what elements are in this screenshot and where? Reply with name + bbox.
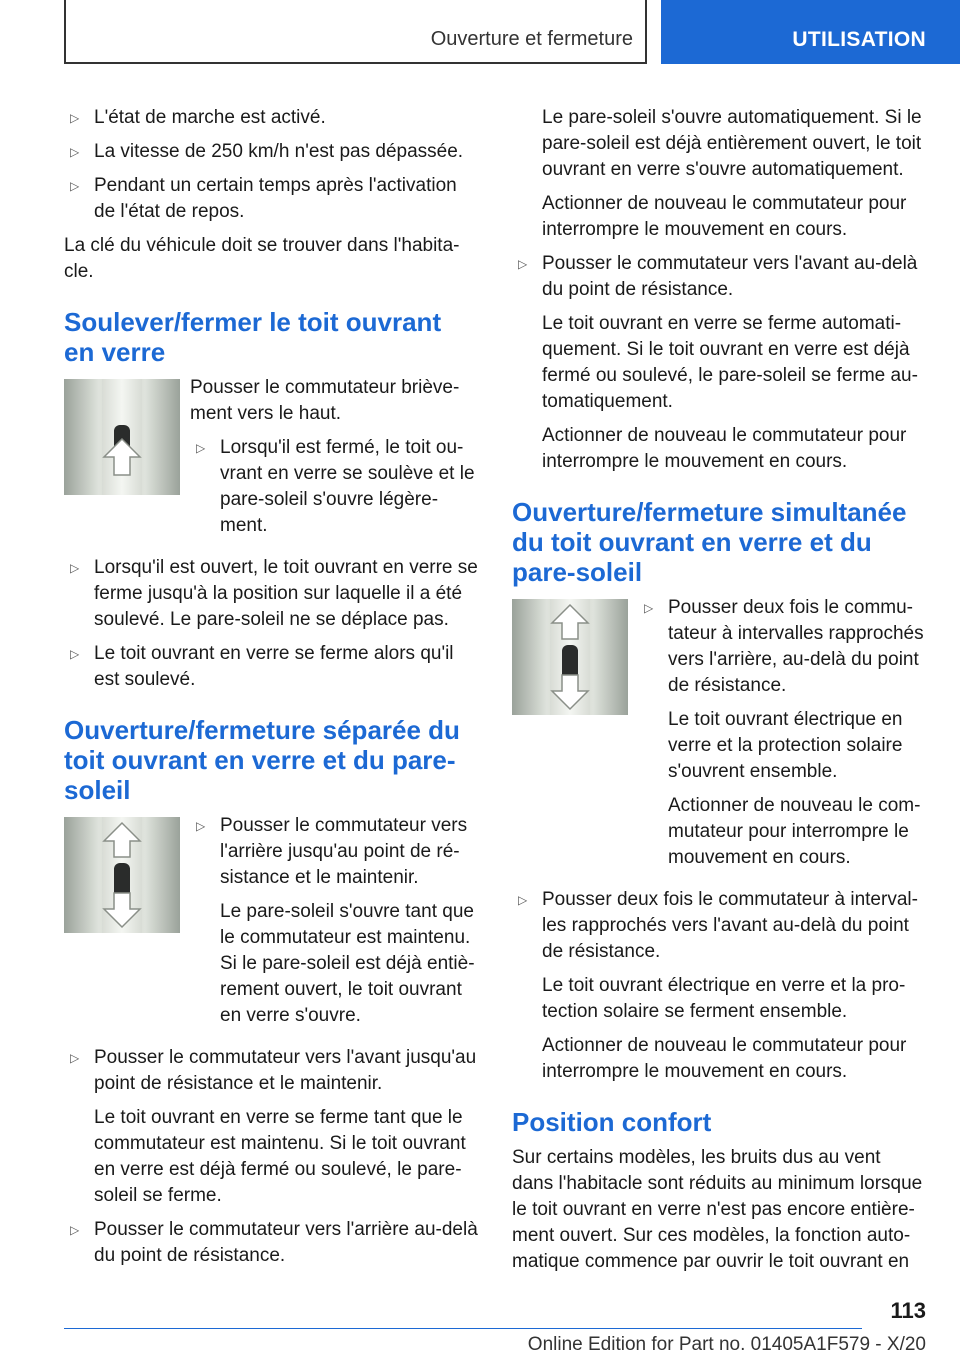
- figure-row: [64, 375, 478, 547]
- header-section-box: [64, 0, 647, 64]
- list-item: ▷ Pousser le commutateur vers l'arrière au-delà du point de résistance.: [70, 1219, 478, 1266]
- list-item: ▷ Le toit ouvrant en verre se ferme alors qu'il est soulevé.: [70, 643, 454, 690]
- sub-paragraph: Actionner de nouveau le commutateur pour interrompre le mouvement en cours.: [542, 1035, 907, 1082]
- arrow-up-icon: [64, 379, 180, 495]
- sub-paragraph: Le toit ouvrant en verre se ferme tant que le commutateur est maintenu. Si le toit ouvrant en verre est déjà fermé ou soulevé, le pare-soleil se ferme.: [94, 1107, 466, 1206]
- sub-paragraph: Actionner de nouveau le commutateur pour interrompre le mouvement en cours.: [542, 193, 907, 240]
- bullet-triangle-icon: ▷: [70, 111, 80, 125]
- left-column: [64, 105, 478, 1277]
- sub-paragraph: Le toit ouvrant électrique en verre et la protection solaire se ferment ensemble.: [542, 975, 906, 1022]
- bullet-triangle-icon: ▷: [518, 257, 528, 271]
- figure-row: [64, 813, 478, 1037]
- bullet-triangle-icon: ▷: [518, 893, 528, 907]
- figure-row: [512, 595, 926, 879]
- heading-simultaneous: Ouverture/fermeture simultanée du toit ouvrant en verre et du pare-soleil: [512, 497, 907, 587]
- paragraph: La clé du véhicule doit se trouver dans l'habitacle.: [64, 235, 460, 282]
- sub-paragraph: Actionner de nouveau le commutateur pour interrompre le mouvement en cours.: [542, 425, 907, 472]
- list-item: ▷ Lorsqu'il est ouvert, le toit ouvrant en verre se ferme jusqu'à la position sur laquelle il a été soulevé. Le pare-soleil ne se déplace pas.: [70, 557, 478, 630]
- sub-paragraph: Le pare-soleil s'ouvre tant que le commutateur est maintenu. Si le pare-soleil est déjà entièrement ouvert, le toit ouvrant en verre s'ouvre.: [220, 901, 475, 1026]
- right-column: [512, 105, 926, 1283]
- list-item: ▷ Pousser deux fois le commutateur à intervalles rapprochés vers l'arrière, au-delà du point de résistance.: [644, 597, 924, 696]
- arrows-up-down-icon: [512, 599, 628, 715]
- bullet-triangle-icon: ▷: [70, 561, 80, 575]
- header-section-title: Ouverture et fermeture: [430, 28, 633, 50]
- sub-paragraph: Le pare-soleil s'ouvre automatiquement. Si le pare-soleil est déjà entièrement ouvert, le toit ouvrant en verre s'ouvre automatiquement.: [542, 107, 922, 180]
- sub-paragraph: Le toit ouvrant en verre se ferme automatiquement. Si le toit ouvrant en verre est déjà fermé ou soulevé, le pare-soleil se ferme automatiquement.: [542, 313, 918, 412]
- list-item: ▷ L'état de marche est activé.: [70, 107, 326, 128]
- bullet-triangle-icon: ▷: [70, 1223, 80, 1237]
- arrows-up-down-icon: [64, 817, 180, 933]
- sub-paragraph: Le toit ouvrant électrique en verre et la protection solaire s'ouvrent ensemble.: [668, 709, 903, 782]
- heading-lift-close: Soulever/fermer le toit ouvrant en verre: [64, 307, 442, 367]
- switch-double-image: [512, 599, 628, 715]
- footer-divider: [64, 1328, 862, 1329]
- bullet-triangle-icon: ▷: [70, 179, 80, 193]
- bullet-triangle-icon: ▷: [644, 601, 654, 615]
- bullet-triangle-icon: ▷: [196, 819, 206, 833]
- list-item: ▷ Pendant un certain temps après l'activation de l'état de repos.: [70, 175, 457, 222]
- list-item: ▷ La vitesse de 250 km/h n'est pas dépassée.: [70, 141, 464, 162]
- list-item: ▷ Lorsqu'il est fermé, le toit ouvrant en verre se soulève et le pare-soleil s'ouvre légèrement.: [196, 437, 475, 536]
- heading-separate: Ouverture/fermeture séparée du toit ouvrant en verre et du pare-soleil: [64, 715, 460, 805]
- edition-info: Online Edition for Part no. 01405A1F579 - X/20: [527, 1334, 926, 1355]
- bullet-triangle-icon: ▷: [70, 145, 80, 159]
- header-chapter-tab: [661, 0, 960, 64]
- bullet-triangle-icon: ▷: [70, 1051, 80, 1065]
- heading-comfort: Position confort: [512, 1107, 712, 1137]
- header-chapter-label: UTILISATION: [792, 28, 926, 51]
- sub-paragraph: Actionner de nouveau le commutateur pour interrompre le mouvement en cours.: [668, 795, 921, 868]
- switch-up-image: [64, 379, 180, 495]
- list-item: ▷ Pousser le commutateur vers l'avant jusqu'au point de résistance et le maintenir.: [70, 1047, 477, 1094]
- paragraph: Pousser le commutateur brièvement vers le haut.: [190, 377, 460, 424]
- switch-back-forward-image: [64, 817, 180, 933]
- list-item: ▷ Pousser deux fois le commutateur à intervalles rapprochés vers l'avant au-delà du point de résistance.: [518, 889, 918, 962]
- list-item: ▷ Pousser le commutateur vers l'avant au-delà du point de résistance.: [518, 253, 918, 300]
- list-item: ▷ Pousser le commutateur vers l'arrière jusqu'au point de résistance et le maintenir.: [196, 815, 468, 888]
- page-number: 113: [890, 1298, 926, 1323]
- bullet-triangle-icon: ▷: [196, 441, 206, 455]
- paragraph: Sur certains modèles, les bruits dus au vent dans l'habitacle sont réduits au minimum lorsque le toit ouvrant en verre n'est pas encore entièrement ouvert. Sur ces modèles, la fonction automatique commence par ouvrir le toit ouvrant en: [512, 1147, 923, 1272]
- bullet-triangle-icon: ▷: [70, 647, 80, 661]
